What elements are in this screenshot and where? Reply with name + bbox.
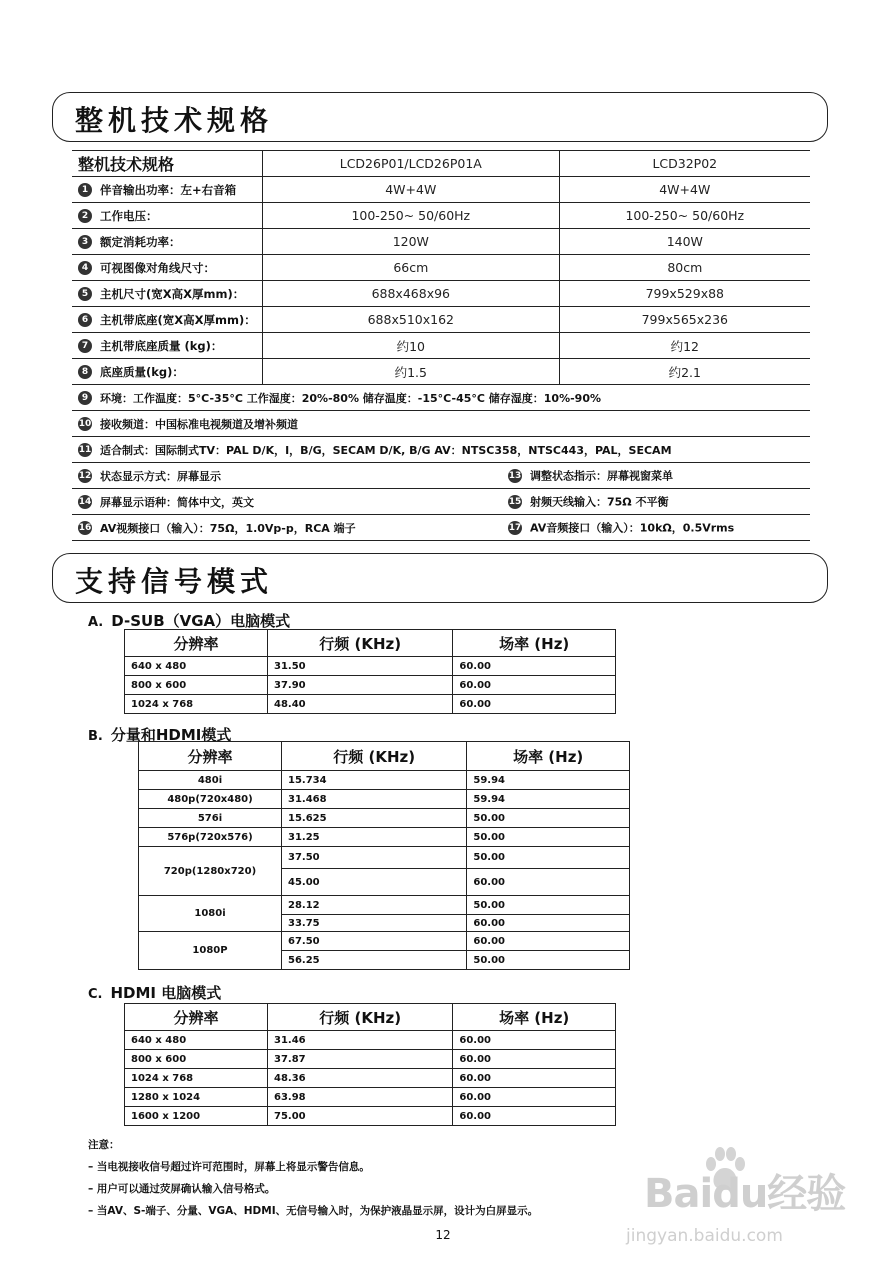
hfreq-cell: 48.36 <box>268 1069 453 1088</box>
spec-header-label: 整机技术规格 <box>72 151 263 177</box>
item-number: 7 <box>78 339 92 353</box>
notes-title: 注意： <box>88 1139 120 1151</box>
spec-label <box>72 333 263 359</box>
spec-value-b: 4W+4W <box>559 177 810 203</box>
note-item: – 当电视接收信号超过许可范围时，屏幕上将显示警告信息。 <box>88 1161 370 1173</box>
item-number: 11 <box>78 444 92 455</box>
spec-label <box>72 229 263 255</box>
table-row <box>139 847 630 869</box>
spec-value-a: 66cm <box>263 255 560 281</box>
spec-value-b: 100-250~ 50/60Hz <box>559 203 810 229</box>
item-number: 10 <box>78 418 92 429</box>
item-number: 9 <box>78 391 92 405</box>
model-a-header: LCD26P01/LCD26P01A <box>263 151 560 177</box>
vrate-cell: 60.00 <box>453 1050 616 1069</box>
spec-pair-left <box>78 468 508 484</box>
hfreq-cell: 63.98 <box>268 1088 453 1107</box>
hfreq-cell: 75.00 <box>268 1107 453 1126</box>
spec-label-text: 主机带底座质量 (kg)： <box>100 338 223 353</box>
vrate-cell: 60.00 <box>453 676 616 695</box>
spec-row <box>72 255 810 281</box>
spec-label-text: 主机尺寸(宽X高X厚mm)： <box>100 286 245 301</box>
spec-value-a: 100-250~ 50/60Hz <box>263 203 560 229</box>
vrate-cell: 60.00 <box>453 1069 616 1088</box>
spec-wide-text: 接收频道：中国标准电视频道及增补频道 <box>100 417 298 431</box>
spec-value-a: 688x468x96 <box>263 281 560 307</box>
col-header: 场率 (Hz) <box>453 1004 616 1031</box>
item-number: 12 <box>78 470 92 481</box>
vrate-cell: 60.00 <box>453 1107 616 1126</box>
item-number: 3 <box>78 235 92 249</box>
spec-value-a: 120W <box>263 229 560 255</box>
item-number: 13 <box>508 470 522 481</box>
item-number: 14 <box>78 496 92 507</box>
hfreq-cell: 48.40 <box>268 695 453 714</box>
resolution-cell: 1600 x 1200 <box>125 1107 268 1126</box>
col-header: 行频 (KHz) <box>268 1004 453 1031</box>
col-header: 分辨率 <box>125 1004 268 1031</box>
spec-wide-text: 环境：工作温度：5°C-35°C 工作湿度：20%-80% 储存温度：-15°C-45°C 储存湿度：10%-90% <box>100 391 602 405</box>
subtitle-prefix: A. <box>88 615 104 630</box>
pc-subtitle <box>88 982 221 1003</box>
vrate-cell: 50.00 <box>467 896 630 915</box>
table-row <box>125 657 616 676</box>
resolution-cell: 1024 x 768 <box>125 1069 268 1088</box>
item-number: 1 <box>78 183 92 197</box>
table-row <box>139 790 630 809</box>
spec-wide-row <box>72 411 810 437</box>
spec-pair-right <box>508 494 669 508</box>
table-row <box>125 1050 616 1069</box>
spec-row <box>72 177 810 203</box>
item-number: 8 <box>78 365 92 379</box>
col-header: 场率 (Hz) <box>453 630 616 657</box>
spec-pair-left <box>78 494 508 510</box>
spec-wide-cell <box>72 385 810 411</box>
spec-value-a: 约10 <box>263 333 560 359</box>
resolution-cell: 800 x 600 <box>125 1050 268 1069</box>
table-row <box>139 896 630 915</box>
spec-pair-left <box>78 520 508 536</box>
resolution-cell: 576p(720x576) <box>139 828 282 847</box>
spec-label <box>72 307 263 333</box>
vrate-cell: 50.00 <box>467 809 630 828</box>
hfreq-cell: 56.25 <box>282 951 467 970</box>
resolution-cell: 1280 x 1024 <box>125 1088 268 1107</box>
item-number: 4 <box>78 261 92 275</box>
model-b-header: LCD32P02 <box>559 151 810 177</box>
table-row <box>125 1069 616 1088</box>
spec-wide-row <box>72 385 810 411</box>
resolution-cell: 720p(1280x720) <box>139 847 282 896</box>
spec-label-text: 主机带底座(宽X高X厚mm)： <box>100 312 256 327</box>
spec-row <box>72 333 810 359</box>
subtitle-text: D-SUB（VGA）电脑模式 <box>111 612 291 630</box>
hfreq-cell: 31.46 <box>268 1031 453 1050</box>
table-row <box>139 771 630 790</box>
vrate-cell: 60.00 <box>453 657 616 676</box>
subtitle-text: HDMI 电脑模式 <box>110 984 222 1002</box>
hfreq-cell: 37.50 <box>282 847 467 869</box>
vrate-cell: 50.00 <box>467 951 630 970</box>
spec-value-a: 4W+4W <box>263 177 560 203</box>
hdmi-table <box>138 741 630 970</box>
vga-table <box>124 629 616 714</box>
hfreq-cell: 37.87 <box>268 1050 453 1069</box>
spec-label <box>72 255 263 281</box>
vrate-cell: 60.00 <box>453 695 616 714</box>
resolution-cell: 576i <box>139 809 282 828</box>
vrate-cell: 50.00 <box>467 828 630 847</box>
spec-value-b: 799x565x236 <box>559 307 810 333</box>
spec-label <box>72 359 263 385</box>
spec-wide-cell <box>72 411 810 437</box>
item-number: 16 <box>78 522 92 533</box>
hfreq-cell: 37.90 <box>268 676 453 695</box>
resolution-cell: 1080P <box>139 932 282 970</box>
col-header: 行频 (KHz) <box>282 742 467 771</box>
spec-pair-row <box>72 515 810 541</box>
col-header: 分辨率 <box>125 630 268 657</box>
spec-wide-cell <box>72 437 810 463</box>
spec-pair-cell <box>72 489 810 515</box>
spec-label <box>72 281 263 307</box>
hfreq-cell: 15.625 <box>282 809 467 828</box>
resolution-cell: 480i <box>139 771 282 790</box>
vrate-cell: 60.00 <box>453 1088 616 1107</box>
spec-row <box>72 307 810 333</box>
spec-pair-text: 射频天线输入：75Ω 不平衡 <box>530 495 669 509</box>
spec-row <box>72 281 810 307</box>
section-title: 整机技术规格 <box>75 104 274 137</box>
vrate-cell: 60.00 <box>467 932 630 951</box>
table-row <box>125 1088 616 1107</box>
spec-value-b: 80cm <box>559 255 810 281</box>
spec-value-a: 688x510x162 <box>263 307 560 333</box>
spec-label <box>72 203 263 229</box>
spec-pair-text: AV音频接口（输入）：10kΩ，0.5Vrms <box>530 521 735 535</box>
subtitle-prefix: B. <box>88 729 103 744</box>
spec-pair-text: 屏幕显示语种：简体中文，英文 <box>100 495 254 509</box>
item-number: 17 <box>508 522 522 533</box>
hfreq-cell: 15.734 <box>282 771 467 790</box>
item-number: 2 <box>78 209 92 223</box>
table-row <box>125 676 616 695</box>
spec-wide-text: 适合制式：国际制式TV：PAL D/K，I，B/G，SECAM D/K, B/G AV：NTSC358，NTSC443，PAL，SECAM <box>100 443 672 457</box>
spec-pair-text: 状态显示方式：屏幕显示 <box>100 469 221 483</box>
spec-label-text: 额定消耗功率： <box>100 234 181 249</box>
vrate-cell: 60.00 <box>467 915 630 932</box>
spec-pair-cell <box>72 515 810 541</box>
section-title: 支持信号模式 <box>75 565 274 598</box>
spec-value-b: 799x529x88 <box>559 281 810 307</box>
subtitle-prefix: C. <box>88 987 103 1002</box>
table-row <box>125 695 616 714</box>
vrate-cell: 59.94 <box>467 790 630 809</box>
col-header: 分辨率 <box>139 742 282 771</box>
section-header-signal <box>52 553 828 603</box>
note-item: – 用户可以通过荧屏确认输入信号格式。 <box>88 1183 276 1195</box>
resolution-cell: 640 x 480 <box>125 1031 268 1050</box>
spec-pair-text: AV视频接口（输入）：75Ω，1.0Vp-p，RCA 端子 <box>100 521 356 535</box>
resolution-cell: 1080i <box>139 896 282 932</box>
spec-label-text: 伴音输出功率：左+右音箱 <box>100 182 237 197</box>
spec-pair-text: 调整状态指示：屏幕视窗菜单 <box>530 469 673 483</box>
resolution-cell: 800 x 600 <box>125 676 268 695</box>
hfreq-cell: 31.468 <box>282 790 467 809</box>
spec-pair-right <box>508 520 734 534</box>
spec-label-text: 可视图像对角线尺寸： <box>100 260 215 275</box>
table-row <box>139 828 630 847</box>
subtitle-text: 分量和HDMI模式 <box>110 726 232 744</box>
vrate-cell: 50.00 <box>467 847 630 869</box>
hfreq-cell: 33.75 <box>282 915 467 932</box>
spec-label <box>72 177 263 203</box>
spec-value-a: 约1.5 <box>263 359 560 385</box>
vga-subtitle <box>88 610 290 631</box>
note-item: – 当AV、S-端子、分量、VGA、HDMI、无信号输入时，为保护液晶显示屏，设计为白屏显示。 <box>88 1205 539 1217</box>
table-row <box>125 1107 616 1126</box>
spec-header-row <box>72 151 810 177</box>
resolution-cell: 1024 x 768 <box>125 695 268 714</box>
item-number: 15 <box>508 496 522 507</box>
spec-table <box>72 150 810 541</box>
section-header-specs <box>52 92 828 142</box>
spec-pair-cell <box>72 463 810 489</box>
spec-row <box>72 359 810 385</box>
watermark <box>606 1148 866 1268</box>
spec-row <box>72 229 810 255</box>
spec-wide-row <box>72 437 810 463</box>
vrate-cell: 60.00 <box>467 869 630 896</box>
watermark-url: jingyan.baidu.com <box>626 1226 783 1246</box>
hfreq-cell: 45.00 <box>282 869 467 896</box>
hfreq-cell: 67.50 <box>282 932 467 951</box>
resolution-cell: 640 x 480 <box>125 657 268 676</box>
table-row <box>139 932 630 951</box>
resolution-cell: 480p(720x480) <box>139 790 282 809</box>
spec-value-b: 约12 <box>559 333 810 359</box>
spec-pair-row <box>72 489 810 515</box>
pc-table <box>124 1003 616 1126</box>
hfreq-cell: 31.50 <box>268 657 453 676</box>
table-row <box>139 809 630 828</box>
spec-pair-row <box>72 463 810 489</box>
spec-value-b: 约2.1 <box>559 359 810 385</box>
table-row <box>125 1031 616 1050</box>
spec-pair-right <box>508 468 673 482</box>
col-header: 行频 (KHz) <box>268 630 453 657</box>
hfreq-cell: 31.25 <box>282 828 467 847</box>
watermark-brand: Baidu经验 <box>644 1171 846 1217</box>
spec-label-text: 工作电压： <box>100 208 158 223</box>
item-number: 5 <box>78 287 92 301</box>
hfreq-cell: 28.12 <box>282 896 467 915</box>
page-number: 12 <box>435 1228 451 1242</box>
spec-value-b: 140W <box>559 229 810 255</box>
notes <box>88 1134 538 1222</box>
spec-label-text: 底座质量(kg)： <box>100 364 184 379</box>
vrate-cell: 60.00 <box>453 1031 616 1050</box>
col-header: 场率 (Hz) <box>467 742 630 771</box>
vrate-cell: 59.94 <box>467 771 630 790</box>
item-number: 6 <box>78 313 92 327</box>
spec-row <box>72 203 810 229</box>
